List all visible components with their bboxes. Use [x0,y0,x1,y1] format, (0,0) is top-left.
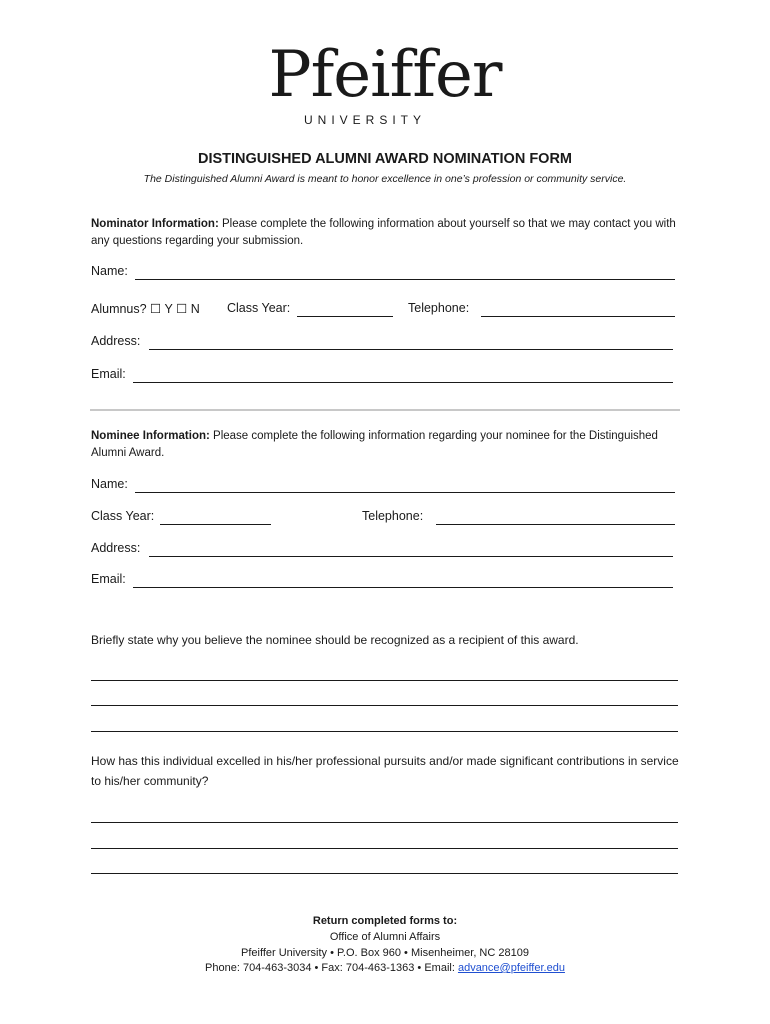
nominator-telephone-field[interactable] [481,316,675,317]
question-recognition: Briefly state why you believe the nominee should be recognized as a recipient of this award. [91,633,579,647]
footer-return-label: Return completed forms to: [312,915,458,927]
nominator-email-field[interactable] [133,382,673,383]
footer-office: Office of Alumni Affairs [329,931,441,943]
nominee-heading: Nominee Information: [91,430,210,442]
answer-line[interactable] [91,822,678,823]
form-subtitle: The Distinguished Alumni Award is meant to honor excellence in one’s profession or community service. [143,173,627,185]
nominator-address-label: Address: [91,334,141,348]
nominator-alumnus-label[interactable]: Alumnus? ☐ Y ☐ N [91,302,200,316]
nominee-intro [91,428,681,462]
nominee-class-year-label: Class Year: [91,509,155,523]
nominator-name-label: Name: [91,264,128,278]
nominee-telephone-label: Telephone: [362,509,424,523]
answer-line[interactable] [91,731,678,732]
nominee-telephone-field[interactable] [436,524,675,525]
section-divider [90,409,680,411]
footer-contact [0,962,770,974]
footer-email-link[interactable]: advance@pfeiffer.edu [457,962,565,974]
university-logo-subtitle: UNIVERSITY [304,113,427,127]
nominee-name-field[interactable] [135,492,675,493]
nominator-instructions: Please complete the following information about yourself so that we may contact you with any questions regarding your submission. [91,218,676,247]
nominator-name-field[interactable] [135,279,675,280]
form-title: DISTINGUISHED ALUMNI AWARD NOMINATION FORM [197,151,573,167]
nominator-address-field[interactable] [149,349,673,350]
university-logo: Pfeiffer [268,38,502,112]
nominator-intro [91,216,681,250]
nominee-address-label: Address: [91,541,141,555]
nominee-class-year-field[interactable] [160,524,271,525]
answer-line[interactable] [91,848,678,849]
nominee-address-field[interactable] [149,556,673,557]
nominee-name-label: Name: [91,477,128,491]
nominator-heading: Nominator Information: [91,218,219,230]
footer-phone-fax: Phone: 704-463-3034 • Fax: 704-463-1363 • Email: [205,962,458,974]
nominee-email-field[interactable] [133,587,673,588]
nominator-email-label: Email: [91,367,126,381]
nominator-telephone-label: Telephone: [408,301,470,315]
nominee-instructions: Please complete the following information regarding your nominee for the Distinguished Alumni Award. [91,430,658,459]
nominee-email-label: Email: [91,572,126,586]
nominator-class-year-label: Class Year: [227,301,291,315]
question-contributions: How has this individual excelled in his/her professional pursuits and/or made significant contributions in service to his/her community? [91,754,679,788]
answer-line[interactable] [91,680,678,681]
answer-line[interactable] [91,873,678,874]
footer-address: Pfeiffer University • P.O. Box 960 • Misenheimer, NC 28109 [241,947,529,959]
answer-line[interactable] [91,705,678,706]
nominator-class-year-field[interactable] [297,316,393,317]
